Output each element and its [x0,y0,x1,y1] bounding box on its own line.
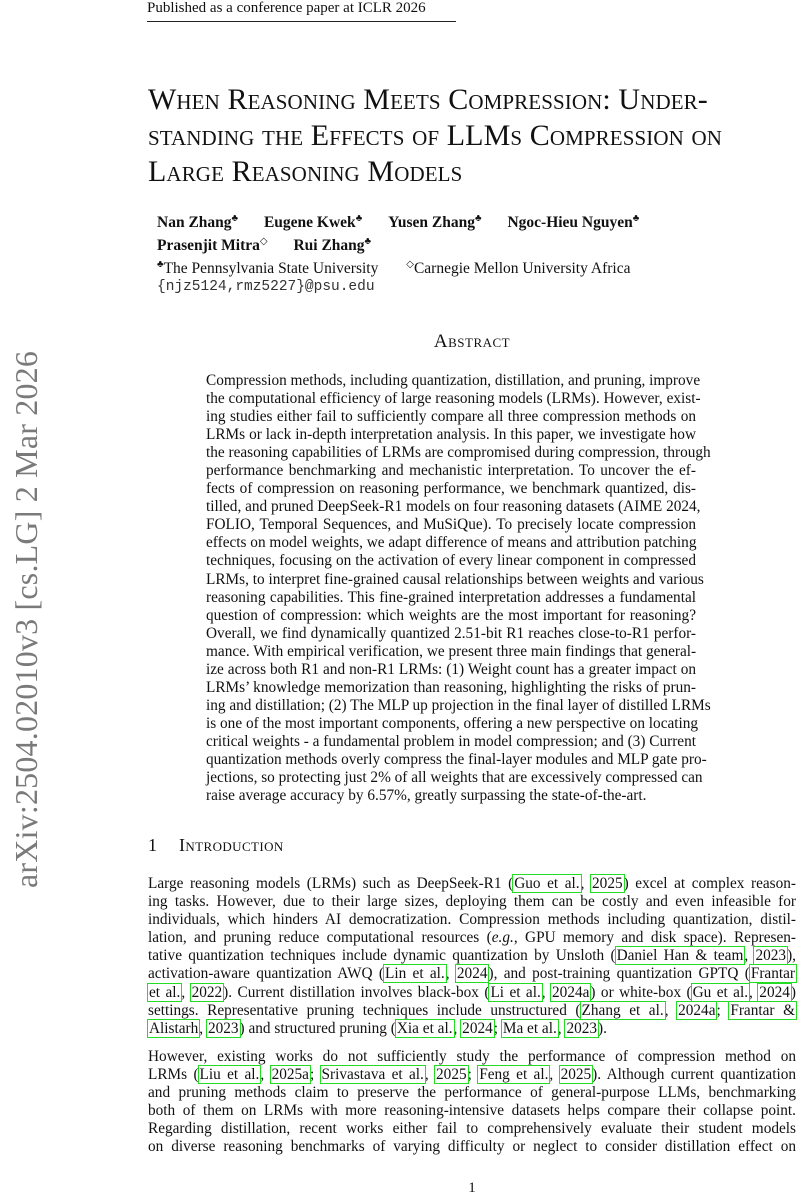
abstract-line: LRMs, to interpret fine-grained causal relationships between weights and various [206,570,704,588]
abstract-line: mance. With empirical verification, we present three main findings that general- [206,642,697,660]
abstract-line: LRMs’ knowledge memorization than reasoning, highlighting the risks of prun- [206,678,696,696]
author-name: Rui Zhang♣ [293,236,372,254]
abstract-line: the reasoning capabilities of LRMs are compromised during compression, through [206,444,711,462]
citation-link[interactable]: 2025 [436,1066,467,1084]
text-line: Alistarh, 2023) and structured pruning (Xia et al., 2024; Ma et al., 2023). [149,1019,607,1037]
abstract-body [206,372,711,805]
affiliations [157,255,777,278]
abstract-line: raise average accuracy by 6.57%, greatly surpassing the state-of-the-art. [206,787,647,805]
text-line: on diverse reasoning benchmarks of varying difficulty or neglect to consider distillation effect on [148,1138,796,1156]
club-mark-icon: ♣ [355,213,363,224]
text-line: and pruning methods claim to preserve the performance of general-purpose LLMs, benchmarking [148,1084,796,1102]
text-line: Regarding distillation, recent works either fail to comprehensively evaluate their student models [148,1120,796,1138]
citation-link[interactable]: 2025 [592,875,623,892]
citation-link[interactable]: Gu et al. [692,983,749,1001]
citation-link[interactable]: 2023 [566,1019,598,1037]
text-line: et al., 2022). Current distillation involves black-box (Li et al., 2024a) or white-box (Gu et al., 2024) [149,983,796,1001]
citation-link[interactable]: Guo et al. [514,875,580,892]
abstract-line: techniques, focusing on the activation of every linear component in compressed [206,552,696,570]
abstract-line: is one of the most important components, offering a new perspective on locating [206,714,699,732]
abstract-line: performance benchmarking and mechanistic interpretation. To uncover the ef- [206,462,696,480]
abstract-line: ing studies either fail to sufficiently compare all three compression methods on [206,408,696,426]
citation-link[interactable]: Srivastava et al. [321,1066,424,1084]
citation-link[interactable]: et al. [149,983,181,1001]
citation-link[interactable]: 2024a [678,1001,716,1019]
club-mark-icon: ♣ [157,259,164,270]
citation-link[interactable]: Ma et al. [502,1019,557,1037]
citation-link[interactable]: Alistarh [149,1019,199,1037]
citation-link[interactable]: 2024 [462,1019,493,1037]
text-line: ing tasks. However, due to their large sizes, deploying them can be costly and even infeasible for [148,893,796,911]
diamond-mark-icon: ◇ [406,259,414,270]
abstract-line: the computational efficiency of large reasoning models (LRMs). However, exist- [206,390,701,408]
author-row [157,209,777,232]
paper-title [148,82,798,190]
abstract-line: question of compression: which weights are the most important for reasoning? [206,606,696,624]
page-number: 1 [468,1180,476,1196]
affiliation: ◇Carnegie Mellon University Africa [406,259,631,277]
abstract-line: LRMs or lack in-depth interpretation analysis. In this paper, we investigate how [206,426,696,444]
section-heading-introduction [148,835,284,856]
text-line: activation-aware quantization AWQ (Lin et al., 2024), and post-training quantization GPTQ (Frantar [148,965,796,983]
club-mark-icon: ♣ [632,213,640,224]
abstract-line: critical weights - a fundamental problem in model compression; and (3) Current [206,732,696,750]
abstract-line: ing and distillation; (2) The MLP up projection in the final layer of distilled LRMs [206,696,711,714]
citation-link[interactable]: 2022 [191,983,223,1001]
citation-link[interactable]: Liu et al. [199,1066,260,1084]
citation-link[interactable]: 2024 [759,983,790,1001]
abstract-line: quantization methods overly compress the final-layer modules and MLP gate pro- [206,750,707,768]
citation-link[interactable]: Frantar [750,965,796,983]
text-line: However, existing works do not sufficiently study the performance of compression method on [148,1048,796,1065]
author-name: Nan Zhang♣ [157,213,239,231]
club-mark-icon: ♣ [475,213,482,224]
title-line: When Reasoning Meets Compression: Under- [148,83,708,116]
title-line: standing the Effects of LLMs Compression on [148,119,723,152]
club-mark-icon: ♣ [231,213,239,224]
diamond-mark-icon: ◇ [259,236,268,247]
citation-link[interactable]: Lin et al. [385,965,445,983]
abstract-line: FOLIO, Temporal Sequences, and MuSiQue). To precisely locate compression [206,516,696,534]
text-line: Large reasoning models (LRMs) such as DeepSeek-R1 (Guo et al., 2025) excel at complex reason- [148,875,797,892]
abstract-heading: Abstract [433,331,511,352]
abstract-line: effects on model weights, we adapt difference of means and attribution patching [206,534,697,552]
author-row [157,232,777,255]
text-line: LRMs (Liu et al., 2025a; Srivastava et al., 2025; Feng et al., 2025). Although current quantization [148,1066,796,1084]
author-name: Prasenjit Mitra◇ [157,236,268,254]
text-line: tative quantization techniques include dynamic quantization by Unsloth (Daniel Han & team, 2023), [148,947,796,965]
author-name: Ngoc-Hieu Nguyen♣ [507,213,640,231]
citation-link[interactable]: Feng et al. [479,1066,549,1084]
text-line: settings. Representative pruning techniques include unstructured (Zhang et al., 2024a; Frantar & [148,1001,795,1019]
title-line: Large Reasoning Models [148,155,463,188]
author-name: Eugene Kwek♣ [263,213,363,231]
section-title: Introduction [179,835,284,855]
citation-link[interactable]: Daniel Han & team [616,947,744,965]
citation-link[interactable]: 2023 [755,947,787,965]
intro-paragraph-2 [148,1048,796,1157]
club-mark-icon: ♣ [364,236,372,247]
section-number: 1 [148,835,157,855]
author-name: Yusen Zhang♣ [388,213,482,231]
citation-link[interactable]: Zhang et al. [581,1001,664,1019]
abstract-line: ize across both R1 and non-R1 LRMs: (1) Weight count has a greater impact on [206,660,696,678]
author-block [157,209,777,297]
intro-paragraph-1 [148,875,796,1038]
citation-link[interactable]: 2023 [207,1019,239,1037]
arxiv-stamp[interactable]: arXiv:2504.02010v3 [cs.LG] 2 Mar 2026 [8,350,44,888]
abstract-line: Overall, we find dynamically quantized 2.51-bit R1 reaches close-to-R1 perfor- [206,624,696,642]
citation-link[interactable]: 2024 [456,965,488,983]
affiliation: ♣The Pennsylvania State University [157,259,379,277]
text-line: lation, and pruning reduce computational resources (e.g., GPU memory and disk space). Represen- [148,929,796,947]
citation-link[interactable]: 2025 [560,1066,592,1084]
abstract-line: Compression methods, including quantization, distillation, and pruning, improve [206,372,701,389]
text-line: individuals, which hinders AI democratization. Compression methods including quantization, distil- [148,911,796,929]
citation-link[interactable]: 2024a [552,983,590,1001]
author-email: {njz5124,rmz5227}@psu.edu [157,279,375,295]
abstract-line: fects of compression on reasoning performance, we benchmark quantized, dis- [206,480,696,498]
citation-link[interactable]: Frantar & [730,1001,795,1019]
abstract-line: tilled, and pruned DeepSeek-R1 models on four reasoning datasets (AIME 2024, [206,498,701,516]
citation-link[interactable]: Li et al. [490,983,541,1001]
citation-link[interactable]: 2025a [271,1066,309,1084]
text-line: both of them on LRMs with more reasoning-intensive datasets helps compare their collapse point. [148,1102,796,1120]
running-header: Published as a conference paper at ICLR 2026 [147,0,456,22]
abstract-line: reasoning capabilities. This fine-grained interpretation addresses a fundamental [206,588,696,606]
abstract-line: jections, so protecting just 2% of all weights that are excessively compressed can [206,769,703,787]
citation-link[interactable]: Xia et al. [396,1019,453,1037]
